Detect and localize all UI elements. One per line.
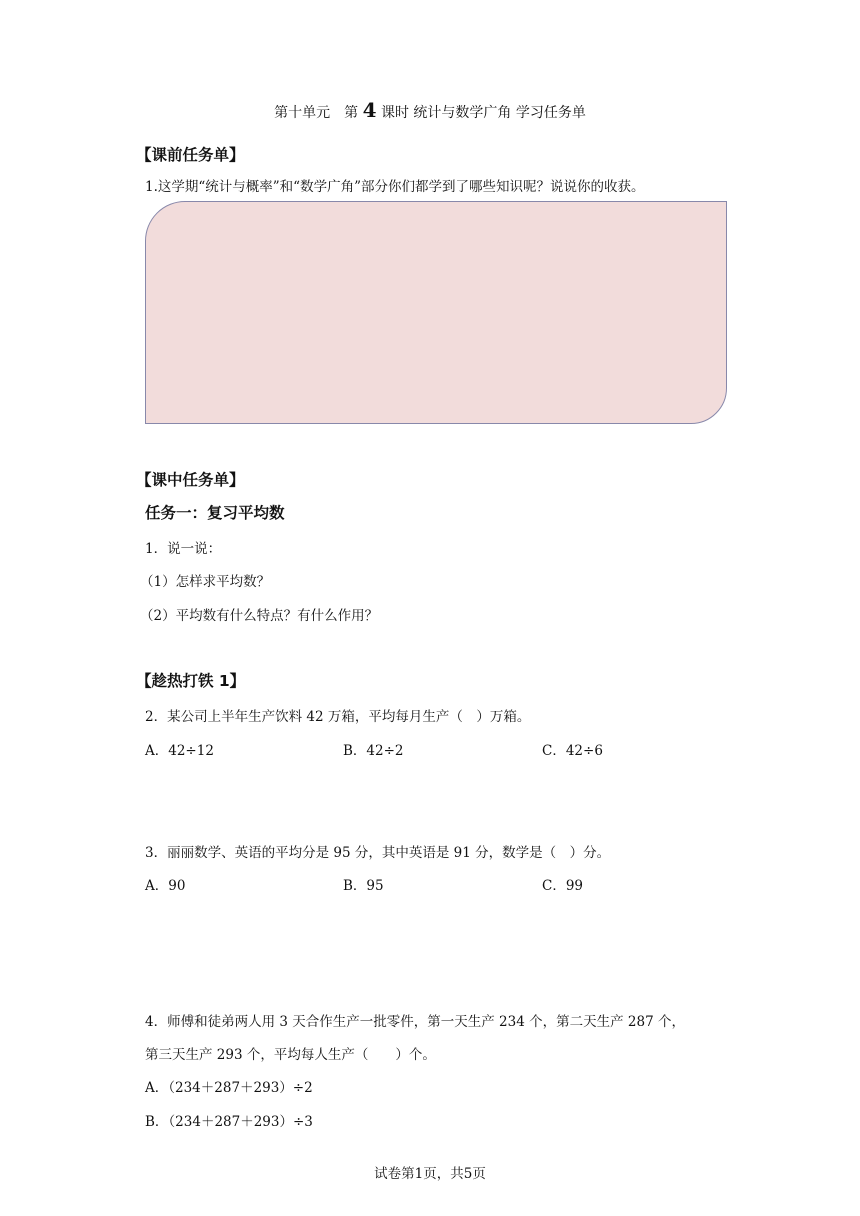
pre-task-question-1: 1.这学期“统计与概率”和“数学广角”部分你们都学到了哪些知识呢？说说你的收获。 bbox=[145, 179, 645, 195]
title-suffix: 课时 统计与数学广角 学习任务单 bbox=[380, 105, 586, 121]
title-lesson-number: 4 bbox=[362, 98, 377, 122]
in-class-heading: 【课中任务单】 bbox=[136, 471, 245, 489]
question-4-option-a[interactable]: A．（234＋287＋293）÷2 bbox=[145, 1080, 313, 1096]
question-3-option-b[interactable]: B．95 bbox=[343, 878, 384, 894]
question-2-option-b[interactable]: B．42÷2 bbox=[343, 743, 404, 759]
question-3: 3．丽丽数学、英语的平均分是 95 分，其中英语是 91 分，数学是（ ）分。 bbox=[145, 845, 611, 861]
title-prefix: 第十单元 第 bbox=[274, 105, 359, 121]
sub-question-1: （1）怎样求平均数？ bbox=[140, 574, 271, 590]
page-title bbox=[0, 98, 860, 122]
question-4-line-1: 4．师傅和徒弟两人用 3 天合作生产一批零件，第一天生产 234 个，第二天生产 287 个， bbox=[145, 1014, 685, 1030]
question-2-option-c[interactable]: C．42÷6 bbox=[542, 743, 603, 759]
question-4-option-b[interactable]: B．（234＋287＋293）÷3 bbox=[145, 1114, 313, 1130]
page-footer: 试卷第1页，共5页 bbox=[374, 1166, 486, 1182]
answer-box[interactable] bbox=[145, 201, 727, 424]
question-3-option-a[interactable]: A．90 bbox=[145, 878, 186, 894]
pre-task-heading: 【课前任务单】 bbox=[136, 146, 245, 164]
practice-heading: 【趁热打铁 1】 bbox=[136, 672, 246, 690]
question-2: 2．某公司上半年生产饮料 42 万箱，平均每月生产（ ）万箱。 bbox=[145, 709, 531, 725]
question-2-option-a[interactable]: A．42÷12 bbox=[145, 743, 214, 759]
task-1-title: 任务一：复习平均数 bbox=[145, 504, 285, 522]
say-prompt: 1．说一说： bbox=[145, 541, 222, 557]
sub-question-2: （2）平均数有什么特点？有什么作用？ bbox=[140, 608, 379, 624]
question-4-line-2: 第三天生产 293 个，平均每人生产（ ）个。 bbox=[145, 1047, 436, 1063]
question-3-option-c[interactable]: C．99 bbox=[542, 878, 584, 894]
